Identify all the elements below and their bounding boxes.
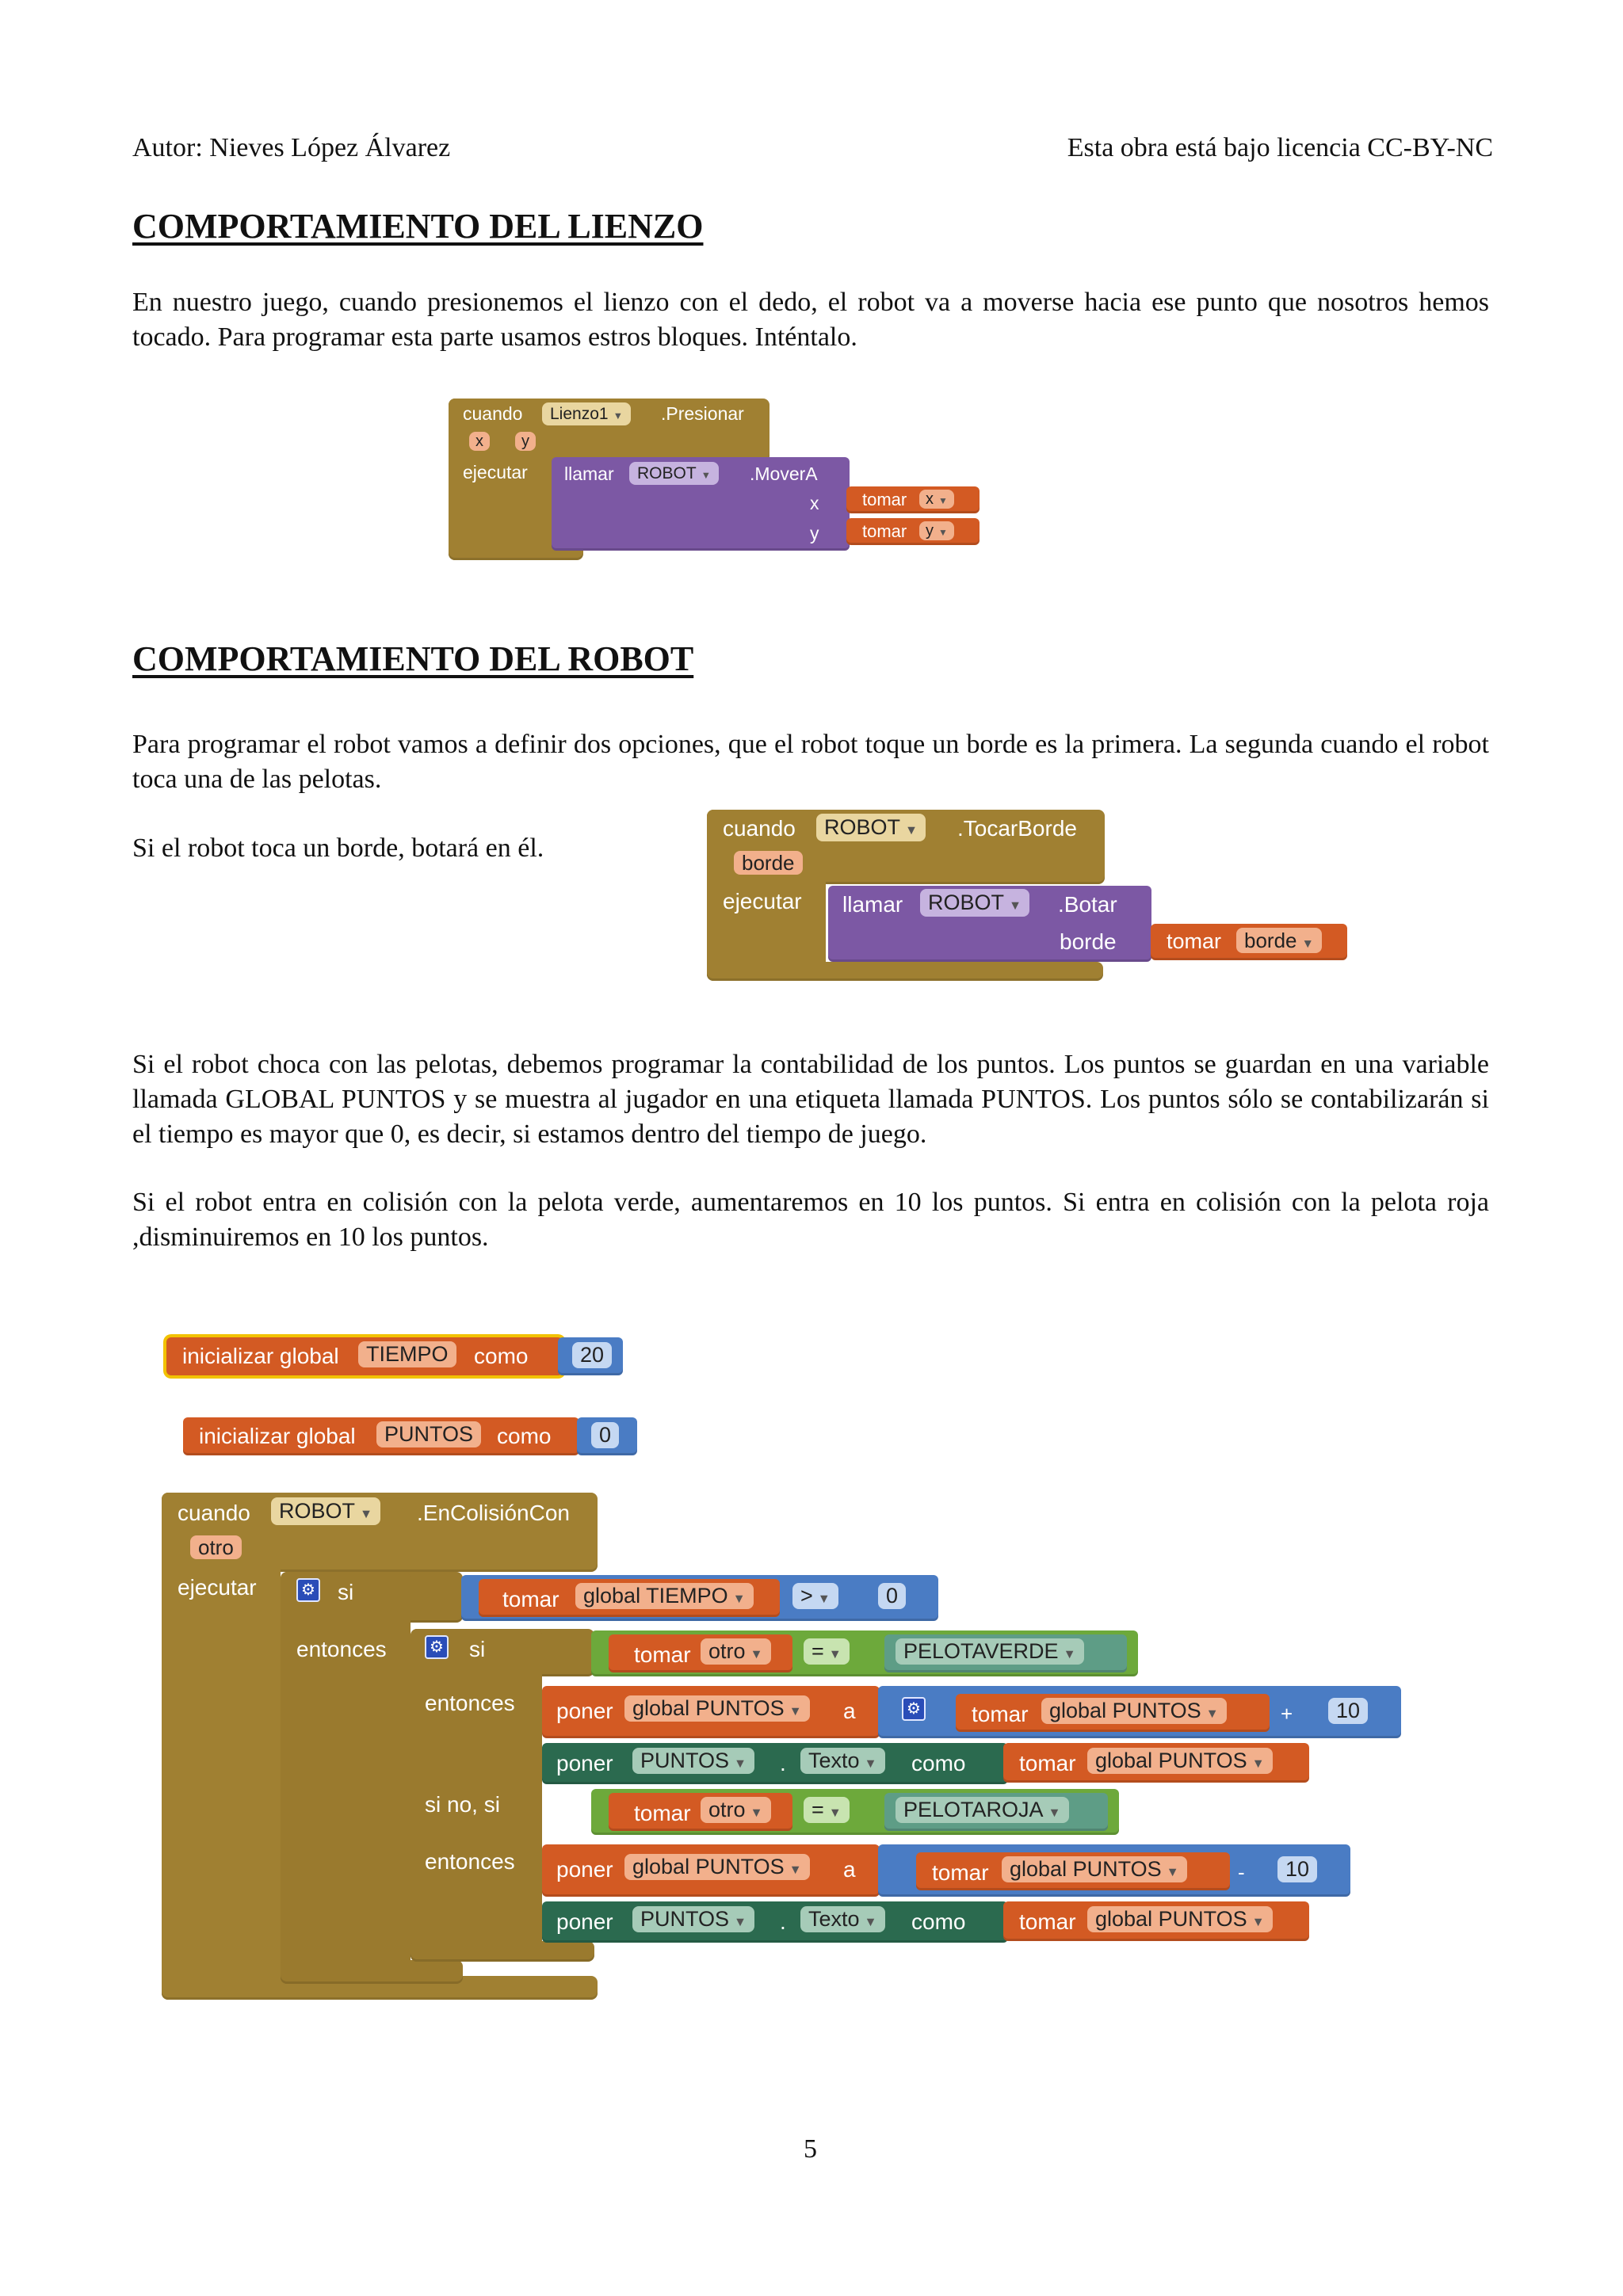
block-tomar-puntos-1[interactable] xyxy=(1003,1743,1309,1783)
robot-dropdown[interactable]: ROBOT ▼ xyxy=(920,889,1029,917)
cuando-label: cuando xyxy=(178,1501,250,1525)
tomar-y-dropdown[interactable]: y ▼ xyxy=(919,521,954,540)
method-label: .MoverA xyxy=(750,463,818,484)
tomar-puntos-dropdown[interactable]: global PUNTOS ▼ xyxy=(1087,1906,1273,1932)
llamar-label: llamar xyxy=(564,463,614,484)
section-title-lienzo: COMPORTAMIENTO DEL LIENZO xyxy=(132,207,704,246)
block-tomar-borde[interactable] xyxy=(1151,924,1347,960)
block-set-puntos-plus[interactable] xyxy=(542,1686,880,1738)
component-dropdown[interactable]: ROBOT ▼ xyxy=(271,1497,380,1525)
entonces-label-2: entonces xyxy=(425,1849,515,1874)
como-label: como xyxy=(497,1424,552,1448)
event-label: .TocarBorde xyxy=(957,816,1077,841)
component-dropdown[interactable]: ROBOT ▼ xyxy=(816,814,926,841)
block-set-puntos-minus[interactable] xyxy=(542,1844,880,1897)
a-label: a xyxy=(843,1857,856,1882)
poner-label: poner xyxy=(556,1751,613,1775)
texto-property-dropdown[interactable]: Texto ▼ xyxy=(800,1748,885,1774)
puntos-component-dropdown[interactable]: PUNTOS ▼ xyxy=(632,1748,754,1774)
number-field[interactable]: 20 xyxy=(572,1342,612,1368)
a-label: a xyxy=(843,1699,856,1723)
dot-label: . xyxy=(780,1909,786,1934)
block-set-label-text-1[interactable] xyxy=(542,1743,1008,1784)
plus-label: + xyxy=(1281,1702,1293,1726)
number-ten[interactable]: 10 xyxy=(1328,1698,1368,1724)
block-init-tiempo[interactable] xyxy=(166,1337,563,1375)
texto-property-dropdown[interactable]: Texto ▼ xyxy=(800,1906,885,1932)
poner-label: poner xyxy=(556,1699,613,1723)
arg-borde-label: borde xyxy=(1060,929,1117,954)
block-math-plus[interactable] xyxy=(878,1686,1401,1738)
var-name-tiempo[interactable]: TIEMPO xyxy=(358,1341,456,1367)
number-field[interactable]: 0 xyxy=(591,1422,619,1448)
gear-icon[interactable]: ⚙ xyxy=(296,1578,320,1602)
tomar-label: tomar xyxy=(502,1587,559,1611)
event-label: .EnColisiónCon xyxy=(417,1501,570,1525)
minus-label: - xyxy=(1238,1860,1245,1884)
ejecutar-label: ejecutar xyxy=(723,889,802,913)
event-label: .Presionar xyxy=(661,403,744,424)
dot-label: . xyxy=(780,1751,786,1775)
gear-icon[interactable]: ⚙ xyxy=(425,1635,449,1659)
param-x[interactable]: x xyxy=(469,432,490,451)
tomar-puntos-dropdown[interactable]: global PUNTOS ▼ xyxy=(1002,1856,1187,1882)
param-y[interactable]: y xyxy=(515,432,536,451)
tomar-label: tomar xyxy=(634,1642,691,1667)
cuando-label: cuando xyxy=(723,816,796,841)
ejecutar-label: ejecutar xyxy=(463,462,528,482)
block-init-puntos[interactable] xyxy=(183,1417,579,1455)
global-puntos-dropdown[interactable]: global PUNTOS ▼ xyxy=(624,1695,810,1722)
block-compare-verde[interactable] xyxy=(591,1630,1138,1676)
section-text-robot-4: Si el robot entra en colisión con la pelota verde, aumentaremos en 10 los puntos. Si entra en colisión con la pelota roja ,disminuiremos en 10 los puntos. xyxy=(132,1188,1489,1252)
tomar-puntos-dropdown[interactable]: global PUNTOS ▼ xyxy=(1087,1748,1273,1774)
si-label: si xyxy=(338,1580,354,1604)
author-line: Autor: Nieves López Álvarez xyxy=(132,133,451,162)
block-tomar-puntos-2[interactable] xyxy=(1003,1901,1309,1941)
tomar-borde-dropdown[interactable]: borde ▼ xyxy=(1236,928,1322,953)
tomar-otro-dropdown[interactable]: otro ▼ xyxy=(701,1638,771,1665)
llamar-label: llamar xyxy=(842,892,903,917)
tomar-label: tomar xyxy=(862,521,907,541)
tomar-label: tomar xyxy=(1167,929,1222,953)
block-math-minus[interactable] xyxy=(878,1844,1350,1897)
number-zero[interactable]: 0 xyxy=(878,1583,906,1609)
section-text-lienzo: En nuestro juego, cuando presionemos el lienzo con el dedo, el robot va a moverse hacia ese punto que nosotros hemos tocado. Para programar esta parte usamos estros bloques. Inténtalo. xyxy=(132,288,1489,352)
init-label: inicializar global xyxy=(182,1344,339,1368)
block-tomar-x[interactable] xyxy=(846,486,980,513)
operator-dropdown[interactable]: > ▼ xyxy=(792,1583,838,1609)
sino-si-label: si no, si xyxy=(425,1792,500,1817)
component-roja-dropdown[interactable]: PELOTAROJA ▼ xyxy=(896,1797,1069,1823)
block-number-0[interactable] xyxy=(577,1417,637,1455)
arg-x-label: x xyxy=(810,493,819,513)
section-title-robot: COMPORTAMIENTO DEL ROBOT xyxy=(132,639,694,678)
page-number: 5 xyxy=(804,2134,817,2164)
license-line: Esta obra está bajo licencia CC-BY-NC xyxy=(1067,133,1493,162)
eq-dropdown[interactable]: = ▼ xyxy=(804,1797,850,1823)
gear-icon[interactable]: ⚙ xyxy=(902,1697,926,1721)
tomar-x-dropdown[interactable]: x ▼ xyxy=(919,490,954,509)
block-compare-roja[interactable] xyxy=(591,1789,1119,1835)
tomar-label: tomar xyxy=(1019,1909,1076,1934)
var-name-puntos[interactable]: PUNTOS xyxy=(376,1421,481,1447)
tomar-tiempo-dropdown[interactable]: global TIEMPO ▼ xyxy=(575,1583,754,1609)
como-label: como xyxy=(911,1909,966,1934)
block-tomar-y[interactable] xyxy=(846,518,980,545)
tomar-puntos-dropdown[interactable]: global PUNTOS ▼ xyxy=(1041,1698,1227,1724)
number-ten[interactable]: 10 xyxy=(1277,1856,1317,1882)
component-verde-dropdown[interactable]: PELOTAVERDE ▼ xyxy=(896,1638,1084,1665)
tomar-label: tomar xyxy=(972,1702,1029,1726)
tomar-label: tomar xyxy=(932,1860,989,1885)
puntos-component-dropdown[interactable]: PUNTOS ▼ xyxy=(632,1906,754,1932)
robot-dropdown[interactable]: ROBOT ▼ xyxy=(629,462,719,485)
eq-dropdown[interactable]: = ▼ xyxy=(804,1638,850,1665)
block-number-20[interactable] xyxy=(558,1337,623,1375)
param-otro[interactable]: otro xyxy=(190,1535,242,1559)
init-label: inicializar global xyxy=(199,1424,356,1448)
section-text-robot-3: Si el robot choca con las pelotas, debemos programar la contabilidad de los puntos. Los puntos se guardan en una variable llamada GLOBAL PUNTOS y se muestra al jugador en una etiqueta llamada PUNTOS. Los puntos sólo se contabilizarán si el tiempo es mayor que 0, es decir, si estamos dentro del tiempo de juego. xyxy=(132,1050,1489,1149)
poner-label: poner xyxy=(556,1857,613,1882)
tomar-label: tomar xyxy=(634,1801,691,1825)
block-llamar-botar[interactable] xyxy=(828,886,1151,962)
tomar-label: tomar xyxy=(1019,1751,1076,1775)
param-borde[interactable]: borde xyxy=(734,851,803,875)
block-llamar-moverA[interactable] xyxy=(552,457,850,551)
ejecutar-label: ejecutar xyxy=(178,1575,257,1600)
como-label: como xyxy=(474,1344,529,1368)
cuando-label: cuando xyxy=(463,403,523,424)
entonces-label: entonces xyxy=(296,1637,387,1661)
block-compare-gt[interactable] xyxy=(461,1575,938,1621)
poner-label: poner xyxy=(556,1909,613,1934)
global-puntos-dropdown[interactable]: global PUNTOS ▼ xyxy=(624,1854,810,1880)
section-text-robot-1: Para programar el robot vamos a definir dos opciones, que el robot toque un borde es la primera. La segunda cuando el robot toca una de las pelotas. xyxy=(132,730,1489,794)
si-label: si xyxy=(469,1637,486,1661)
tomar-otro-dropdown[interactable]: otro ▼ xyxy=(701,1797,771,1823)
entonces-label: entonces xyxy=(425,1691,515,1715)
como-label: como xyxy=(911,1751,966,1775)
method-label: .Botar xyxy=(1058,892,1117,917)
section-text-robot-2: Si el robot toca un borde, botará en él. xyxy=(132,833,544,863)
tomar-label: tomar xyxy=(862,490,907,509)
block-set-label-text-2[interactable] xyxy=(542,1901,1008,1943)
component-dropdown[interactable]: Lienzo1 ▼ xyxy=(542,402,631,425)
arg-y-label: y xyxy=(810,523,819,543)
